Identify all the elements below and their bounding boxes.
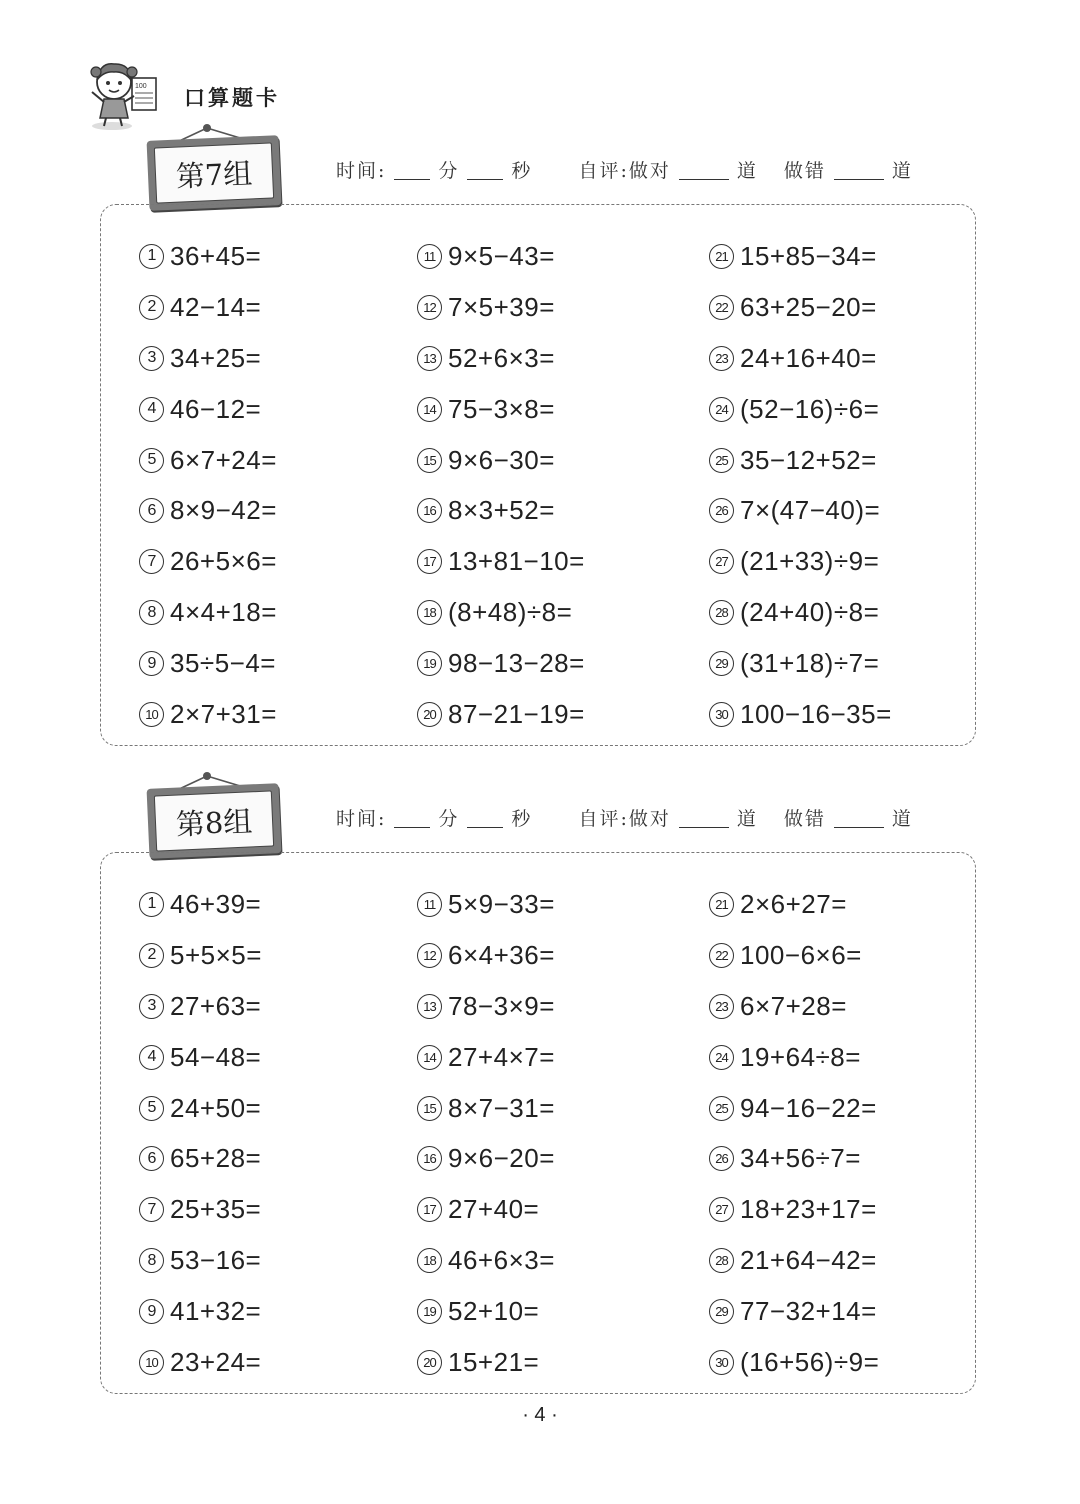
problem-number: 14 xyxy=(417,1045,442,1070)
problem-item xyxy=(417,1133,555,1184)
problem-number: 4 xyxy=(139,1045,164,1070)
problem-expression: 19+64÷8= xyxy=(740,1041,861,1072)
problem-item xyxy=(709,231,892,282)
problem-item xyxy=(709,1337,879,1388)
problem-expression: 36+45= xyxy=(170,240,262,271)
problem-item xyxy=(417,1083,555,1134)
problem-number: 15 xyxy=(417,1096,442,1121)
minute-label: 分 xyxy=(438,160,460,182)
problem-expression: 8×7−31= xyxy=(448,1092,555,1123)
problem-item xyxy=(709,879,879,930)
problem-item xyxy=(139,384,277,435)
problem-number: 5 xyxy=(139,448,164,473)
problem-item xyxy=(417,384,585,435)
problem-column-2 xyxy=(417,231,585,740)
problem-expression: 9×6−20= xyxy=(448,1143,555,1174)
problem-item xyxy=(417,282,585,333)
problem-item xyxy=(417,1184,555,1235)
problem-column-1 xyxy=(139,231,277,740)
problem-item xyxy=(709,536,892,587)
self-eval-label: 自评:做对 xyxy=(578,808,671,830)
problem-item xyxy=(709,1235,879,1286)
problem-expression: 34+25= xyxy=(170,342,262,373)
problem-number: 26 xyxy=(709,1146,734,1171)
problem-item xyxy=(709,1133,879,1184)
problem-number: 1 xyxy=(139,892,164,917)
problem-number: 9 xyxy=(139,1299,164,1324)
problem-item xyxy=(709,485,892,536)
problem-number: 11 xyxy=(417,892,442,917)
problem-item xyxy=(417,435,585,486)
minute-label: 分 xyxy=(438,808,460,830)
problem-number: 13 xyxy=(417,346,442,371)
problem-number: 15 xyxy=(417,448,442,473)
problem-number: 19 xyxy=(417,651,442,676)
problem-number: 22 xyxy=(709,943,734,968)
problem-number: 7 xyxy=(139,549,164,574)
problem-expression: 2×7+31= xyxy=(170,698,277,729)
problem-number: 22 xyxy=(709,295,734,320)
problem-expression: 23+24= xyxy=(170,1346,262,1377)
problem-item xyxy=(417,930,555,981)
problem-item xyxy=(709,689,892,740)
problem-item xyxy=(139,1337,262,1388)
problem-item xyxy=(417,485,585,536)
problem-number: 28 xyxy=(709,1248,734,1273)
problem-expression: 41+32= xyxy=(170,1296,262,1327)
problem-expression: 25+35= xyxy=(170,1194,262,1225)
problem-number: 13 xyxy=(417,994,442,1019)
problem-expression: 8×9−42= xyxy=(170,495,277,526)
problem-number: 17 xyxy=(417,549,442,574)
problem-number: 14 xyxy=(417,397,442,422)
problem-box xyxy=(100,852,976,1394)
problem-item xyxy=(417,231,585,282)
problem-expression: 4×4+18= xyxy=(170,597,277,628)
problem-expression: 24+50= xyxy=(170,1092,262,1123)
dao-label: 道 xyxy=(891,160,913,182)
group-label-frame xyxy=(147,783,282,859)
problem-item xyxy=(417,981,555,1032)
problem-expression: 27+63= xyxy=(170,990,262,1021)
problem-item xyxy=(417,689,585,740)
problem-item xyxy=(139,879,262,930)
problem-expression: 24+16+40= xyxy=(740,342,877,373)
problem-expression: 46+39= xyxy=(170,888,262,919)
problem-item xyxy=(139,1032,262,1083)
problem-item xyxy=(139,333,277,384)
problem-expression: 21+64−42= xyxy=(740,1245,877,1276)
group-label: 第7组 xyxy=(175,155,253,194)
second-label: 秒 xyxy=(511,808,533,830)
problem-item xyxy=(139,231,277,282)
problem-expression: (21+33)÷9= xyxy=(740,546,880,577)
dao-label: 道 xyxy=(891,808,913,830)
problem-number: 21 xyxy=(709,244,734,269)
problem-item xyxy=(139,485,277,536)
problem-expression: 27+4×7= xyxy=(448,1041,555,1072)
wrong-count-blank xyxy=(834,179,884,180)
problem-item xyxy=(417,587,585,638)
problem-expression: 87−21−19= xyxy=(448,698,585,729)
problem-number: 11 xyxy=(417,244,442,269)
problem-item xyxy=(417,1337,555,1388)
minute-blank xyxy=(394,827,430,828)
time-and-score-record xyxy=(336,156,913,183)
exercise-group-8 xyxy=(100,768,976,1396)
problem-item xyxy=(139,1083,262,1134)
problem-expression: 7×(47−40)= xyxy=(740,495,881,526)
problem-item xyxy=(709,435,892,486)
problem-item xyxy=(139,282,277,333)
time-and-score-record xyxy=(336,804,913,831)
group-label-frame xyxy=(147,135,282,211)
problem-expression: 100−6×6= xyxy=(740,939,862,970)
problem-item xyxy=(417,536,585,587)
problem-expression: 8×3+52= xyxy=(448,495,555,526)
problem-item xyxy=(709,384,892,435)
problem-number: 9 xyxy=(139,651,164,676)
problem-item xyxy=(139,587,277,638)
problem-number: 24 xyxy=(709,397,734,422)
problem-number: 30 xyxy=(709,1350,734,1375)
wrong-label: 做错 xyxy=(783,808,826,830)
second-label: 秒 xyxy=(511,160,533,182)
problem-item xyxy=(139,930,262,981)
problem-number: 5 xyxy=(139,1096,164,1121)
time-label: 时间: xyxy=(336,808,387,830)
problem-item xyxy=(417,333,585,384)
problem-number: 12 xyxy=(417,943,442,968)
problem-number: 18 xyxy=(417,1248,442,1273)
problem-number: 21 xyxy=(709,892,734,917)
problem-column-1 xyxy=(139,879,262,1388)
problem-item xyxy=(417,879,555,930)
problem-expression: 34+56÷7= xyxy=(740,1143,861,1174)
problem-item xyxy=(417,638,585,689)
svg-text:100: 100 xyxy=(135,83,147,90)
problem-item xyxy=(709,638,892,689)
problem-expression: (24+40)÷8= xyxy=(740,597,880,628)
problem-item xyxy=(139,1286,262,1337)
dao-label: 道 xyxy=(736,160,758,182)
problem-number: 2 xyxy=(139,943,164,968)
problem-number: 25 xyxy=(709,1096,734,1121)
problem-expression: 27+40= xyxy=(448,1194,540,1225)
problem-expression: 42−14= xyxy=(170,291,262,322)
problem-number: 17 xyxy=(417,1197,442,1222)
problem-expression: 5+5×5= xyxy=(170,939,262,970)
problem-number: 23 xyxy=(709,346,734,371)
problem-expression: 9×6−30= xyxy=(448,444,555,475)
problem-item xyxy=(139,689,277,740)
problem-expression: 94−16−22= xyxy=(740,1092,877,1123)
problem-number: 24 xyxy=(709,1045,734,1070)
problem-number: 8 xyxy=(139,1248,164,1273)
problem-number: 23 xyxy=(709,994,734,1019)
problem-expression: 6×7+28= xyxy=(740,990,847,1021)
problem-expression: (8+48)÷8= xyxy=(448,597,573,628)
self-eval-label: 自评:做对 xyxy=(578,160,671,182)
problem-item xyxy=(139,1235,262,1286)
problem-column-2 xyxy=(417,879,555,1388)
problem-column-3 xyxy=(709,879,879,1388)
problem-expression: 6×7+24= xyxy=(170,444,277,475)
problem-expression: 52+6×3= xyxy=(448,342,555,373)
problem-number: 3 xyxy=(139,994,164,1019)
problem-expression: (52−16)÷6= xyxy=(740,393,880,424)
problem-expression: 78−3×9= xyxy=(448,990,555,1021)
problem-number: 2 xyxy=(139,295,164,320)
problem-item xyxy=(139,1133,262,1184)
problem-expression: 52+10= xyxy=(448,1296,540,1327)
problem-number: 6 xyxy=(139,498,164,523)
problem-expression: 7×5+39= xyxy=(448,291,555,322)
problem-number: 29 xyxy=(709,651,734,676)
problem-number: 27 xyxy=(709,549,734,574)
problem-expression: 77−32+14= xyxy=(740,1296,877,1327)
problem-number: 1 xyxy=(139,244,164,269)
problem-expression: (16+56)÷9= xyxy=(740,1346,880,1377)
problem-expression: 46−12= xyxy=(170,393,262,424)
problem-number: 26 xyxy=(709,498,734,523)
problem-expression: 53−16= xyxy=(170,1245,262,1276)
problem-column-3 xyxy=(709,231,892,740)
problem-item xyxy=(139,435,277,486)
minute-blank xyxy=(394,179,430,180)
problem-item xyxy=(709,1184,879,1235)
problem-item xyxy=(709,1032,879,1083)
problem-number: 8 xyxy=(139,600,164,625)
problem-expression: 9×5−43= xyxy=(448,240,555,271)
problem-number: 28 xyxy=(709,600,734,625)
problem-number: 27 xyxy=(709,1197,734,1222)
problem-expression: 100−16−35= xyxy=(740,698,892,729)
problem-item xyxy=(709,282,892,333)
problem-number: 10 xyxy=(139,702,164,727)
problem-number: 6 xyxy=(139,1146,164,1171)
correct-count-blank xyxy=(679,827,729,828)
problem-number: 19 xyxy=(417,1299,442,1324)
problem-number: 12 xyxy=(417,295,442,320)
problem-item xyxy=(139,536,277,587)
problem-expression: 35÷5−4= xyxy=(170,648,276,679)
problem-expression: 6×4+36= xyxy=(448,939,555,970)
problem-expression: 18+23+17= xyxy=(740,1194,877,1225)
problem-number: 25 xyxy=(709,448,734,473)
book-title: 口算题卡 xyxy=(184,86,280,110)
problem-expression: 2×6+27= xyxy=(740,888,847,919)
problem-number: 16 xyxy=(417,1146,442,1171)
problem-item xyxy=(417,1286,555,1337)
problem-expression: 46+6×3= xyxy=(448,1245,555,1276)
page-number: · 4 · xyxy=(522,1404,558,1426)
time-label: 时间: xyxy=(336,160,387,182)
problem-item xyxy=(709,930,879,981)
problem-item xyxy=(139,981,262,1032)
problem-expression: 54−48= xyxy=(170,1041,262,1072)
problem-expression: 35−12+52= xyxy=(740,444,877,475)
second-blank xyxy=(467,827,503,828)
problem-expression: 75−3×8= xyxy=(448,393,555,424)
problem-item xyxy=(709,587,892,638)
problem-expression: 15+85−34= xyxy=(740,240,877,271)
problem-expression: 63+25−20= xyxy=(740,291,877,322)
problem-expression: 65+28= xyxy=(170,1143,262,1174)
problem-item xyxy=(139,638,277,689)
problem-number: 7 xyxy=(139,1197,164,1222)
problem-expression: 15+21= xyxy=(448,1346,540,1377)
problem-box xyxy=(100,204,976,746)
problem-item xyxy=(709,1286,879,1337)
dao-label: 道 xyxy=(736,808,758,830)
problem-number: 20 xyxy=(417,702,442,727)
problem-expression: 5×9−33= xyxy=(448,888,555,919)
problem-number: 30 xyxy=(709,702,734,727)
problem-number: 16 xyxy=(417,498,442,523)
problem-expression: 26+5×6= xyxy=(170,546,277,577)
problem-number: 20 xyxy=(417,1350,442,1375)
problem-expression: (31+18)÷7= xyxy=(740,648,880,679)
problem-item xyxy=(417,1235,555,1286)
problem-item xyxy=(139,1184,262,1235)
wrong-label: 做错 xyxy=(783,160,826,182)
problem-number: 18 xyxy=(417,600,442,625)
problem-expression: 13+81−10= xyxy=(448,546,585,577)
wrong-count-blank xyxy=(834,827,884,828)
problem-number: 4 xyxy=(139,397,164,422)
problem-item xyxy=(709,333,892,384)
problem-item xyxy=(709,981,879,1032)
second-blank xyxy=(467,179,503,180)
problem-item xyxy=(417,1032,555,1083)
correct-count-blank xyxy=(679,179,729,180)
problem-item xyxy=(709,1083,879,1134)
problem-number: 10 xyxy=(139,1350,164,1375)
group-label: 第8组 xyxy=(175,803,253,842)
problem-number: 29 xyxy=(709,1299,734,1324)
problem-expression: 98−13−28= xyxy=(448,648,585,679)
problem-number: 3 xyxy=(139,346,164,371)
exercise-group-7 xyxy=(100,120,976,748)
